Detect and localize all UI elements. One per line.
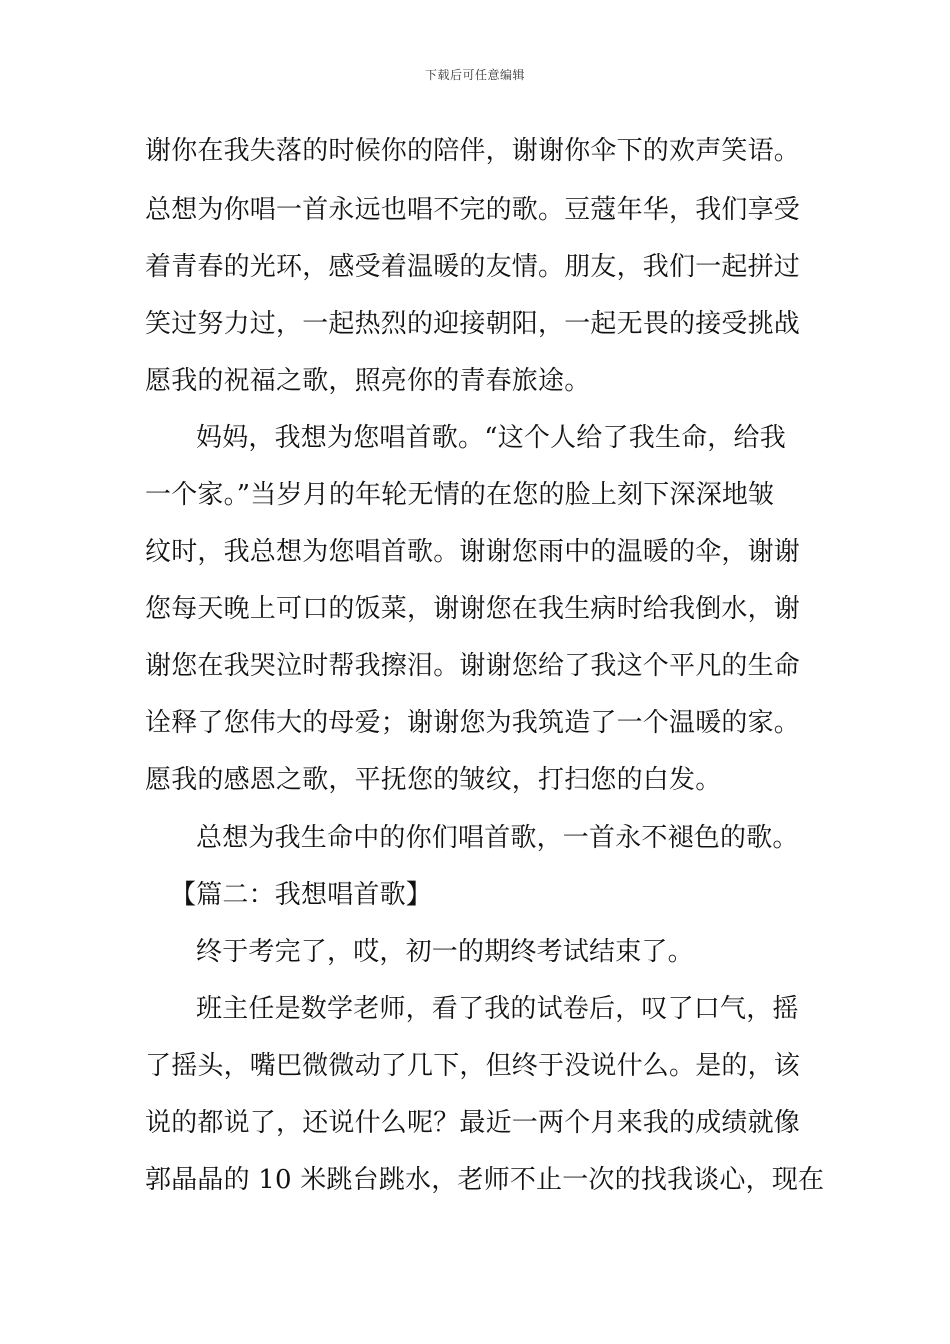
paragraph-start-line: 班主任是数学老师，看了我的试卷后，叹了口气，摇 xyxy=(196,994,799,1024)
text-line: 笑过努力过，一起热烈的迎接朝阳，一起无畏的接受挑战 xyxy=(145,309,801,339)
text-line: 郭晶晶的 10 米跳台跳水，老师不止一次的找我谈心，现在 xyxy=(145,1165,825,1195)
text-line: 纹时，我总想为您唱首歌。谢谢您雨中的温暖的伞，谢谢 xyxy=(145,537,801,567)
text-line: 您每天晚上可口的饭菜，谢谢您在我生病时给我倒水，谢 xyxy=(145,594,801,624)
text-line: 一个家。”当岁月的年轮无情的在您的脸上刻下深深地皱 xyxy=(145,480,775,510)
text-line: 了摇头，嘴巴微微动了几下，但终于没说什么。是的，该 xyxy=(145,1051,801,1081)
text-line: 谢你在我失落的时候你的陪伴，谢谢你伞下的欢声笑语。 xyxy=(145,136,801,166)
text-line: 总想为你唱一首永远也唱不完的歌。豆蔻年华，我们享受 xyxy=(145,195,801,225)
paragraph-start-line: 妈妈，我想为您唱首歌。“这个人给了我生命，给我 xyxy=(196,423,786,453)
paragraph-start-line: 终于考完了，哎，初一的期终考试结束了。 xyxy=(196,937,694,967)
text-line: 愿我的祝福之歌，照亮你的青春旅途。 xyxy=(145,366,591,396)
text-line: 着青春的光环，感受着温暖的友情。朋友，我们一起拼过 xyxy=(145,252,801,282)
text-line: 说的都说了，还说什么呢？最近一两个月来我的成绩就像 xyxy=(145,1108,801,1138)
paragraph-start-line: 总想为我生命中的你们唱首歌，一首永不褪色的歌。 xyxy=(196,823,799,853)
text-line: 诠释了您伟大的母爱；谢谢您为我筑造了一个温暖的家。 xyxy=(145,708,801,738)
section-heading: 【篇二：我想唱首歌】 xyxy=(170,880,433,910)
text-line: 谢您在我哭泣时帮我擦泪。谢谢您给了我这个平凡的生命 xyxy=(145,651,801,681)
text-line: 愿我的感恩之歌，平抚您的皱纹，打扫您的白发。 xyxy=(145,765,722,795)
page-header: 下载后可任意编辑 xyxy=(424,68,525,82)
